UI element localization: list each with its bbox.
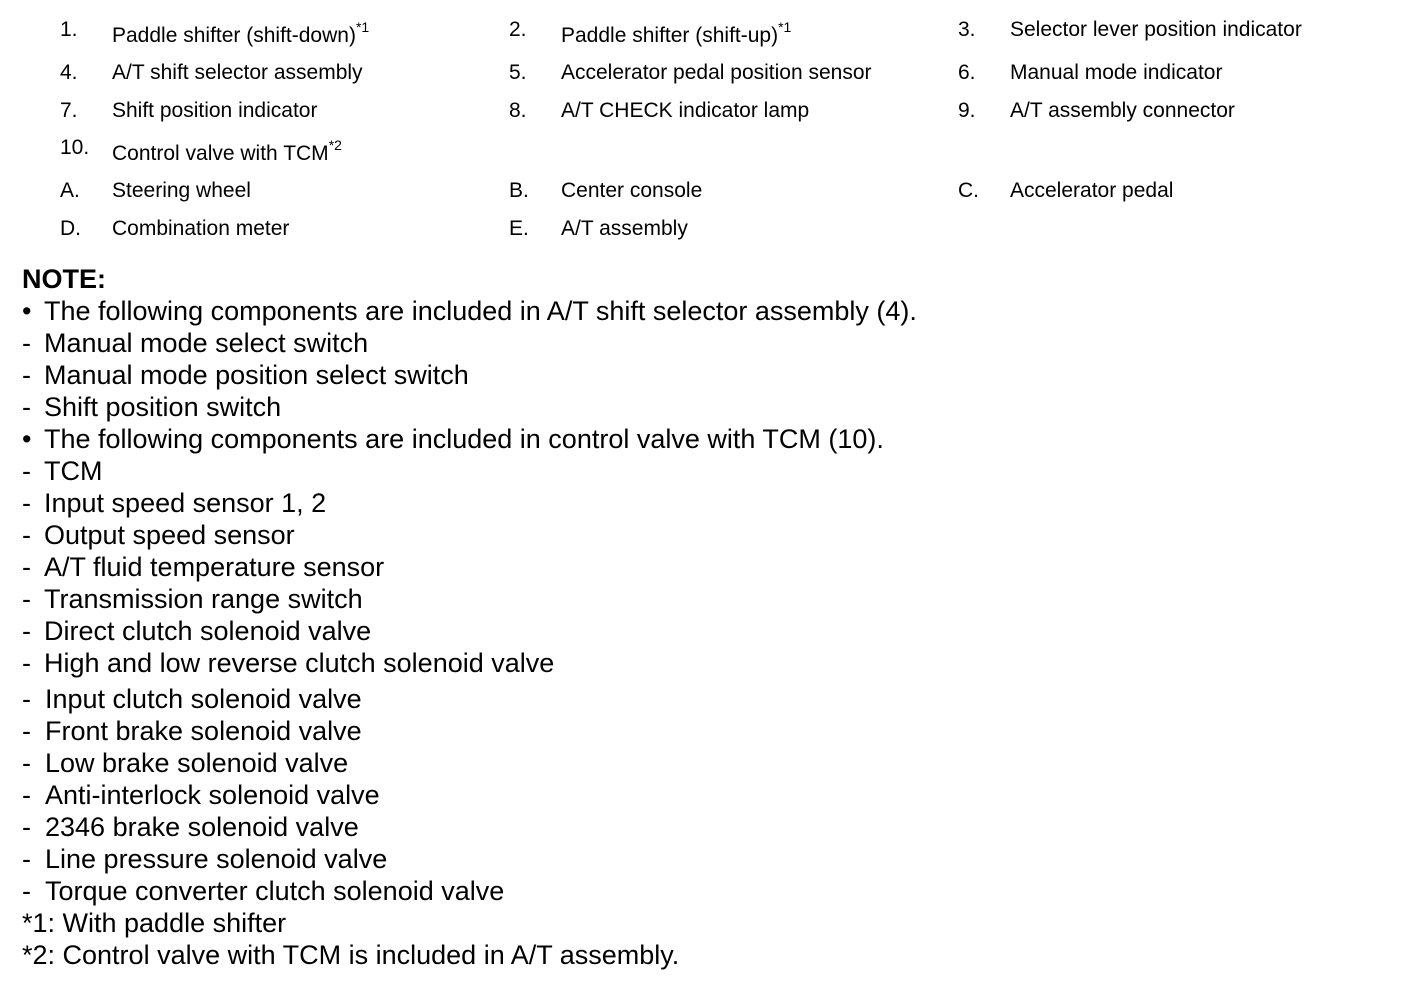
legend-number: 7. [60,99,78,122]
note-text: Manual mode position select switch [44,360,469,390]
note-text: TCM [44,456,103,486]
footnote-ref: *2 [328,137,342,153]
footnote-ref: *1 [355,19,370,35]
note-text: Manual mode select switch [44,328,369,358]
note-subitem [22,551,679,583]
dash-marker: - [22,876,31,906]
note-subitem [22,779,679,811]
footnote-2: *2: Control valve with TCM is included in A/T assembly. [22,940,680,970]
note-subitem [22,811,679,843]
note-text: 2346 brake solenoid valve [45,812,359,842]
note-subitem [22,683,679,715]
dash-marker: - [22,360,31,390]
note-text: Anti-interlock solenoid valve [45,780,380,810]
legend-label: Paddle shifter (shift-down)$^{*1}$ [112,19,370,47]
legend-label: Combination meter [112,217,290,240]
bullet-marker: • [22,424,32,454]
legend-number: 3. [958,18,976,41]
component-legend [0,0,1408,250]
dash-marker: - [22,844,31,874]
note-subitem [22,455,679,487]
note-subitem [22,747,679,779]
legend-number: C. [958,179,979,202]
legend-number: 8. [509,99,527,122]
note-text: Input speed sensor 1, 2 [44,488,327,518]
footnote-1: *1: With paddle shifter [22,908,287,938]
note-subitem [22,487,679,519]
legend-number: A. [60,179,80,202]
note-section [22,263,917,971]
legend-label: A/T CHECK indicator lamp [561,99,810,122]
dash-marker: - [22,748,31,778]
note-subitem [22,615,679,647]
note-text: The following components are included in A/T shift selector assembly (4). [44,296,917,326]
legend-label: Center console [561,179,703,202]
note-text: A/T fluid temperature sensor [44,552,385,582]
dash-marker: - [22,328,31,358]
note-text: Direct clutch solenoid valve [44,616,372,646]
note-bullet [22,423,884,455]
legend-number: 6. [958,61,976,84]
note-subitem [22,327,679,359]
dash-marker: - [22,648,31,678]
dash-marker: - [22,552,31,582]
legend-number: 1. [60,18,78,41]
legend-label: A/T assembly [561,217,688,240]
legend-number: 4. [60,61,78,84]
legend-number: 10. [60,136,90,159]
legend-label: Manual mode indicator [1010,61,1223,84]
legend-number: 5. [509,61,527,84]
legend-number: 2. [509,18,527,41]
note-subitem [22,715,679,747]
dash-marker: - [22,616,31,646]
note-text: Output speed sensor [44,520,295,550]
note-heading: NOTE: [22,264,106,294]
dash-marker: - [22,780,31,810]
legend-number: E. [509,217,529,240]
legend-label: Accelerator pedal [1010,179,1174,202]
legend-label: A/T shift selector assembly [112,61,363,84]
note-text: The following components are included in control valve with TCM (10). [44,424,884,454]
legend-label: A/T assembly connector [1010,99,1235,122]
note-text: Torque converter clutch solenoid valve [45,876,505,906]
legend-label: Accelerator pedal position sensor [561,61,872,84]
note-text: Front brake solenoid valve [45,716,362,746]
legend-label: Paddle shifter (shift-up)$^{*1}$ [561,19,792,47]
dash-marker: - [22,392,31,422]
note-text: Line pressure solenoid valve [45,844,388,874]
note-subitem [22,843,679,875]
note-text: Low brake solenoid valve [45,748,349,778]
note-subitem [22,359,679,391]
note-subitem [22,875,679,907]
legend-number: B. [509,179,529,202]
dash-marker: - [22,684,31,714]
dash-marker: - [22,584,31,614]
note-text: Input clutch solenoid valve [45,684,362,714]
note-subitem [22,391,679,423]
note-text: Shift position switch [44,392,282,422]
dash-marker: - [22,716,31,746]
legend-label: Steering wheel [112,179,251,202]
dash-marker: - [22,456,31,486]
bullet-marker: • [22,296,32,326]
legend-label: Selector lever position indicator [1010,18,1302,41]
note-subitem [22,583,679,615]
note-text: High and low reverse clutch solenoid valve [44,648,555,678]
legend-label: Shift position indicator [112,99,318,122]
note-subitem [22,519,679,551]
footnote-ref: *1 [778,19,792,35]
legend-number: D. [60,217,81,240]
dash-marker: - [22,812,31,842]
note-subitem [22,647,679,683]
dash-marker: - [22,488,31,518]
note-text: Transmission range switch [44,584,363,614]
dash-marker: - [22,520,31,550]
note-bullet [22,295,917,327]
legend-label: Control valve with TCM$^{*2}$ [112,137,342,165]
legend-number: 9. [958,99,976,122]
